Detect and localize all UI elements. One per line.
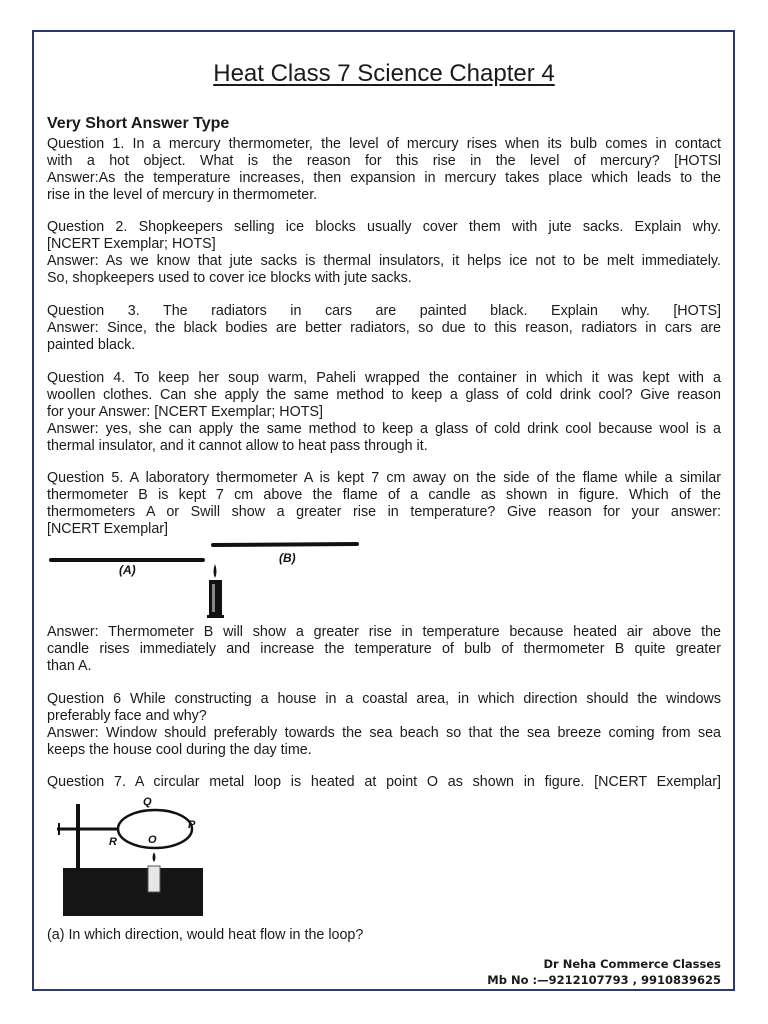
label-q: Q [143, 796, 152, 808]
q2-line-2: [NCERT Exemplar; HOTS] [47, 236, 216, 252]
label-p: P [188, 819, 196, 831]
q2-line-4: So, shopkeepers used to cover ice blocks with jute sacks. [47, 270, 412, 286]
q6-line-3: Answer: Window should preferably towards the sea beach so that the sea breeze coming from sea [47, 725, 721, 741]
answer-5 [47, 624, 721, 675]
label-o: O [148, 834, 157, 846]
label-a: (A) [119, 563, 136, 577]
question-6 [47, 691, 721, 759]
q4-line-3: for your Answer: [NCERT Exemplar; HOTS] [47, 404, 323, 420]
q6-line-1: Question 6 While constructing a house in a coastal area, in which direction should the windows [47, 691, 721, 707]
question-1 [47, 136, 721, 204]
q2-line-1: Question 2. Shopkeepers selling ice blocks usually cover them with jute sacks. Explain why. [47, 219, 721, 235]
metal-loop-figure [55, 792, 215, 920]
question-7-part-a [47, 927, 721, 944]
q5-line-1: Question 5. A laboratory thermometer A is kept 7 cm away on the side of the flame while a similar [47, 470, 721, 486]
question-4 [47, 370, 721, 455]
q1-line-2: with a hot object. What is the reason for this rise in the level of mercury? [HOTSl [47, 153, 721, 169]
q4-line-5: thermal insulator, and it cannot allow to heat pass through it. [47, 438, 428, 454]
q6-line-2: preferably face and why? [47, 708, 207, 724]
label-b: (B) [279, 551, 296, 565]
q5-line-2: thermometer B is kept 7 cm above the flame of a candle as shown in figure. Which of the [47, 487, 721, 503]
page-title: Heat Class 7 Science Chapter 4 [213, 60, 555, 87]
q1-line-1: Question 1. In a mercury thermometer, the level of mercury rises when its bulb comes in contact [47, 136, 721, 152]
q5-line-4: [NCERT Exemplar] [47, 521, 169, 537]
label-r: R [109, 836, 117, 848]
a5-line-2: candle rises immediately and increase the temperature of bulb of thermometer B quite greater [47, 641, 721, 657]
q2-line-3: Answer: As we know that jute sacks is thermal insulators, it helps ice not to be melt immediately. [47, 253, 721, 269]
stand-base [63, 868, 203, 916]
candle-icon [207, 564, 224, 618]
question-7 [47, 774, 721, 791]
a5-line-1: Answer: Thermometer B will show a greater rise in temperature because heated air above the [47, 624, 721, 640]
section-heading: Very Short Answer Type [47, 115, 230, 132]
q3-line-3: painted black. [47, 337, 136, 353]
q4-line-2: woollen clothes. Can she apply the same method to keep a glass of cold drink cool? Give reason [47, 387, 721, 403]
q3-line-1: Question 3. The radiators in cars are painted black. Explain why. [HOTS] [47, 303, 721, 319]
q3-line-2: Answer: Since, the black bodies are better radiators, so due to this reason, radiators in cars are [47, 320, 721, 336]
footer-name: Dr Neha Commerce Classes [543, 957, 721, 971]
footer-phone: Mb No :—9212107793 , 9910839625 [487, 973, 721, 987]
candle-icon [148, 866, 160, 892]
q1-line-3: Answer:As the temperature increases, then expansion in mercury takes place which leads to the [47, 170, 721, 186]
thermometer-b [213, 544, 357, 545]
question-3 [47, 303, 721, 354]
thermometer-candle-figure [47, 536, 367, 620]
q4-line-4: Answer: yes, she can apply the same method to keep a glass of cold drink cool because wool is a [47, 421, 721, 437]
q5-line-3: thermometers A or Swill show a greater rise in temperature? Give reason for your answer: [47, 504, 721, 520]
q7-sub-a: (a) In which direction, would heat flow in the loop? [47, 927, 364, 943]
q6-line-4: keeps the house cool during the day time. [47, 742, 312, 758]
q4-line-1: Question 4. To keep her soup warm, Paheli wrapped the container in which it was kept with a [47, 370, 721, 386]
q1-line-4: rise in the level of mercury in thermometer. [47, 187, 318, 203]
q7-line-1: Question 7. A circular metal loop is heated at point O as shown in figure. [NCERT Exemplar] [47, 774, 721, 790]
flame-icon [153, 852, 156, 862]
a5-line-3: than A. [47, 658, 92, 674]
question-5 [47, 470, 721, 538]
question-2 [47, 219, 721, 287]
